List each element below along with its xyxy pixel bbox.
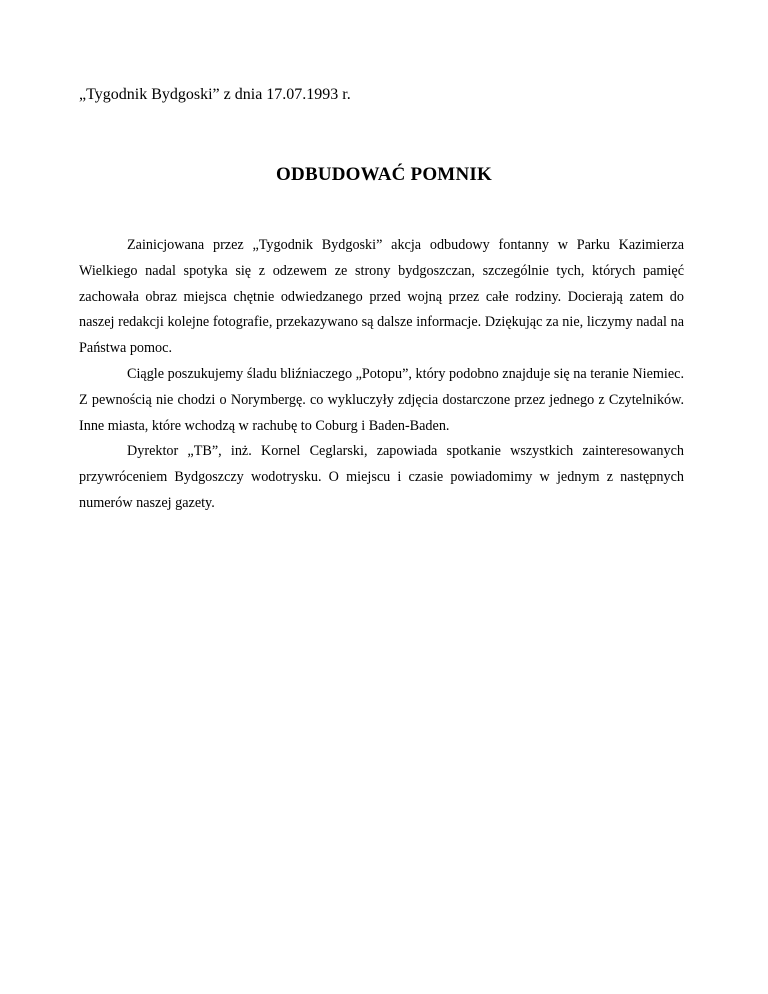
source-line: „Tygodnik Bydgoski” z dnia 17.07.1993 r.: [79, 86, 351, 103]
article-body: [79, 233, 684, 517]
article-paragraph: Ciągle poszukujemy śladu bliźniaczego „Potopu”, który podobno znajduje się na teranie Niemiec. Z pewnością nie chodzi o Norymbergę. co wykluczyły zdjęcia dostarczone przez jednego z Czytelników. Inne miasta, które wchodzą w rachubę to Coburg i Baden-Baden.: [79, 365, 684, 434]
article-paragraph: Zainicjowana przez „Tygodnik Bydgoski” akcja odbudowy fontanny w Parku Kazimierza Wielkiego nadal spotyka się z odzewem ze strony bydgoszczan, szczególnie tych, których pamięć zachowała obraz miejsca chętnie odwiedzanego przed wojną przez całe rodziny. Docierają zatem do naszej redakcji kolejne fotografie, przekazywano są dalsze informacje. Dziękując za nie, liczymy nadal na Państwa pomoc.: [79, 237, 684, 357]
article-paragraph: Dyrektor „TB”, inż. Kornel Ceglarski, zapowiada spotkanie wszystkich zainteresowanych przywróceniem Bydgoszczy wodotrysku. O miejscu i czasie powiadomimy w jednym z następnych numerów naszej gazety.: [79, 443, 684, 511]
article-headline: ODBUDOWAĆ POMNIK: [276, 164, 492, 185]
